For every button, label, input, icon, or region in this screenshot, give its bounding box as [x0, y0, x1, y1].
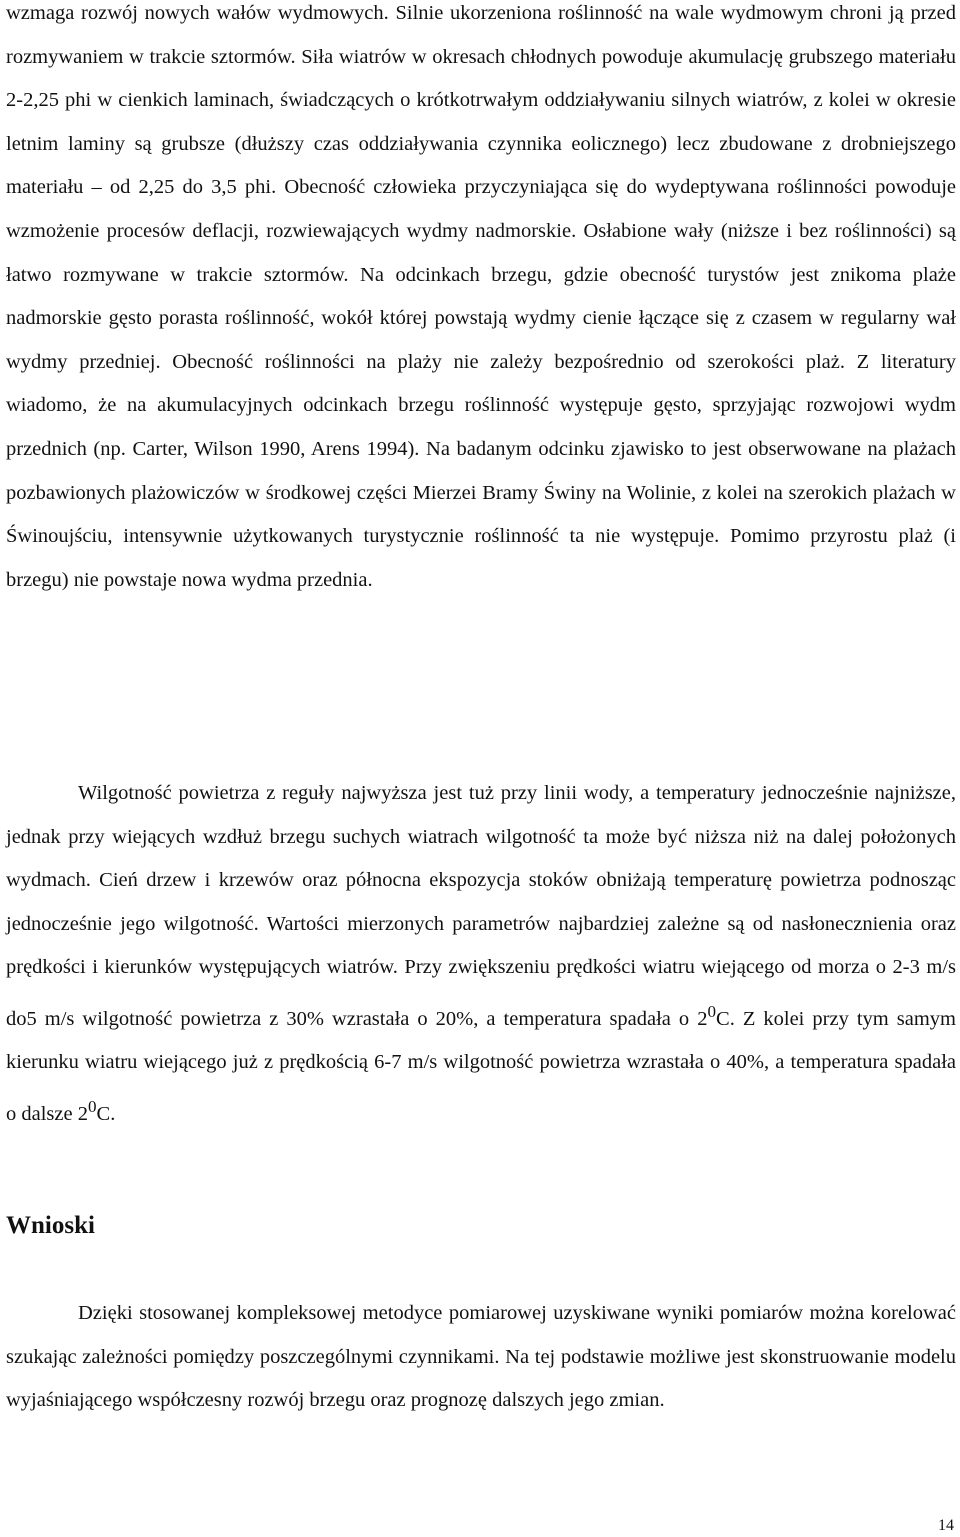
- page-number: 14: [938, 1517, 954, 1534]
- paragraph-conclusions: Dzięki stosowanej kompleksowej metodyce pomiarowej uzyskiwane wyniki pomiarów można korelować szukając zależności pomiędzy poszczególnymi czynnikami. Na tej podstawie możliwe jest skonstruowanie modelu wyjaśniającego współczesny rozwój brzegu oraz prognozę dalszych jego zmian.: [6, 1302, 956, 1412]
- paragraph-humidity-part-2: C. Z kolei przy tym samym kierunku wiatru wiejącego już z prędkością 6-7 m/s wilgotność powietrza wzrastała o 40%, a temperatura spadała o dalsze 2: [6, 1007, 956, 1125]
- degree-superscript-2: 0: [87, 1096, 97, 1116]
- paragraph-humidity-part-3: C.: [96, 1102, 116, 1125]
- degree-superscript-1: 0: [707, 1001, 717, 1021]
- paragraph-humidity-temperature: [6, 772, 956, 1136]
- section-heading-conclusions: Wnioski: [6, 1212, 95, 1239]
- paragraph-dunes-vegetation: wzmaga rozwój nowych wałów wydmowych. Silnie ukorzeniona roślinność na wale wydmowym chroni ją przed rozmywaniem w trakcie sztormów. Siła wiatrów w okresach chłodnych powoduje akumulację grubszego materiału 2-2,25 phi w cienkich laminach, świadczących o krótkotrwałym oddziaływaniu silnych wiatrów, z kolei w okresie letnim laminy są grubsze (dłuższy czas oddziaływania czynnika eolicznego) lecz zbudowane z drobniejszego materiału – od 2,25 do 3,5 phi. Obecność człowieka przyczyniająca się do wydeptywana roślinności powoduje wzmożenie procesów deflacji, rozwiewających wydmy nadmorskie. Osłabione wały (niższe i bez roślinności) są łatwo rozmywane w trakcie sztormów. Na odcinkach brzegu, gdzie obecność turystów jest znikoma plaże nadmorskie gęsto porasta roślinność, wokół której powstają wydmy cienie łączące się z czasem w regularny wał wydmy przedniej. Obecność roślinności na plaży nie zależy bezpośrednio od szerokości plaż. Z literatury wiadomo, że na akumulacyjnych odcinkach brzegu roślinność występuje gęsto, sprzyjając rozwojowi wydm przednich (np. Carter, Wilson 1990, Arens 1994). Na badanym odcinku zjawisko to jest obserwowane na plażach pozbawionych plażowiczów w środkowej części Mierzei Bramy Świny na Wolinie, z kolei na szerokich plażach w Świnoujściu, intensywnie użytkowanych turystycznie roślinność ta nie występuje. Pomimo przyrostu plaż (i brzegu) nie powstaje nowa wydma przednia.: [6, 2, 956, 591]
- paragraph-humidity-part-1: Wilgotność powietrza z reguły najwyższa jest tuż przy linii wody, a temperatury jednocześnie najniższe, jednak przy wiejących wzdłuż brzegu suchych wiatrach wilgotność ta może być niższa niż na dalej położonych wydmach. Cień drzew i krzewów oraz północna ekspozycja stoków obniżają temperaturę powietrza podnosząc jednocześnie jego wilgotność. Wartości mierzonych parametrów najbardziej zależne są od nasłonecznienia oraz prędkości i kierunków występujących wiatrów. Przy zwiększeniu prędkości wiatru wiejącego od morza o 2-3 m/s do5 m/s wilgotność powietrza z 30% wzrastała o 20%, a temperatura spadała o 2: [6, 782, 956, 1030]
